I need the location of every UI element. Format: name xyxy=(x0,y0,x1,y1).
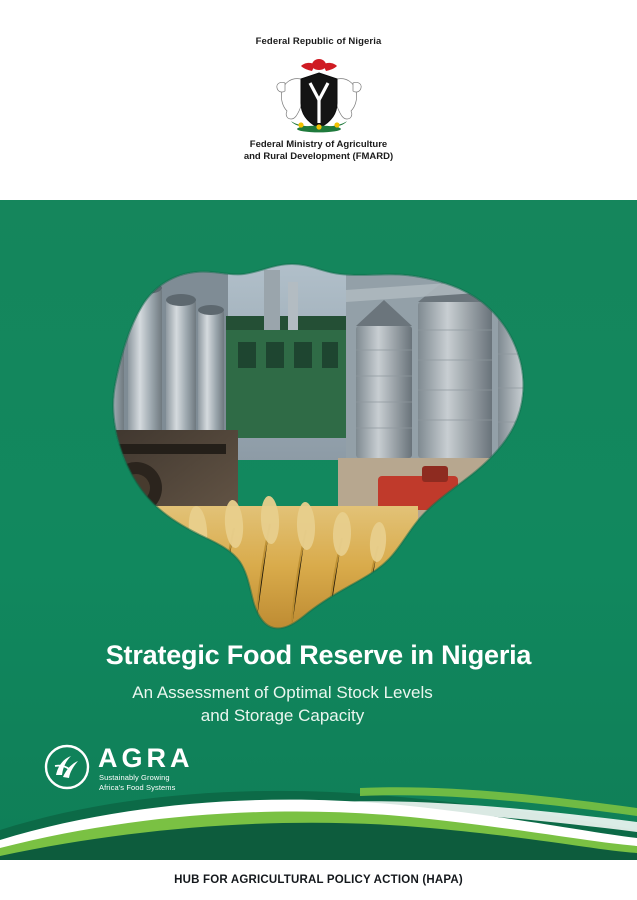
ministry-label xyxy=(0,139,637,163)
document-footer xyxy=(0,860,637,900)
page-subtitle-line1: An Assessment of Optimal Stock Levels xyxy=(132,683,433,702)
document-header xyxy=(0,0,637,200)
cover-green-panel xyxy=(0,200,637,860)
footer-label: HUB FOR AGRICULTURAL POLICY ACTION (HAPA) xyxy=(174,874,463,886)
agra-tagline-line1: Sustainably Growing xyxy=(99,773,170,782)
nigeria-coat-of-arms-icon xyxy=(271,53,367,135)
ministry-label-line2: and Rural Development (FMARD) xyxy=(243,151,394,162)
agra-tagline-line2: Africa's Food Systems xyxy=(99,783,176,792)
wave-decoration xyxy=(0,680,637,860)
nigeria-map-image xyxy=(78,230,578,640)
page-subtitle-line2: and Storage Capacity xyxy=(200,706,365,725)
agra-wordmark: AGRA xyxy=(98,743,194,773)
ministry-label-line1: Federal Ministry of Agriculture xyxy=(249,139,388,150)
country-label: Federal Republic of Nigeria xyxy=(255,36,382,47)
page-title: Strategic Food Reserve in Nigeria xyxy=(105,640,532,670)
